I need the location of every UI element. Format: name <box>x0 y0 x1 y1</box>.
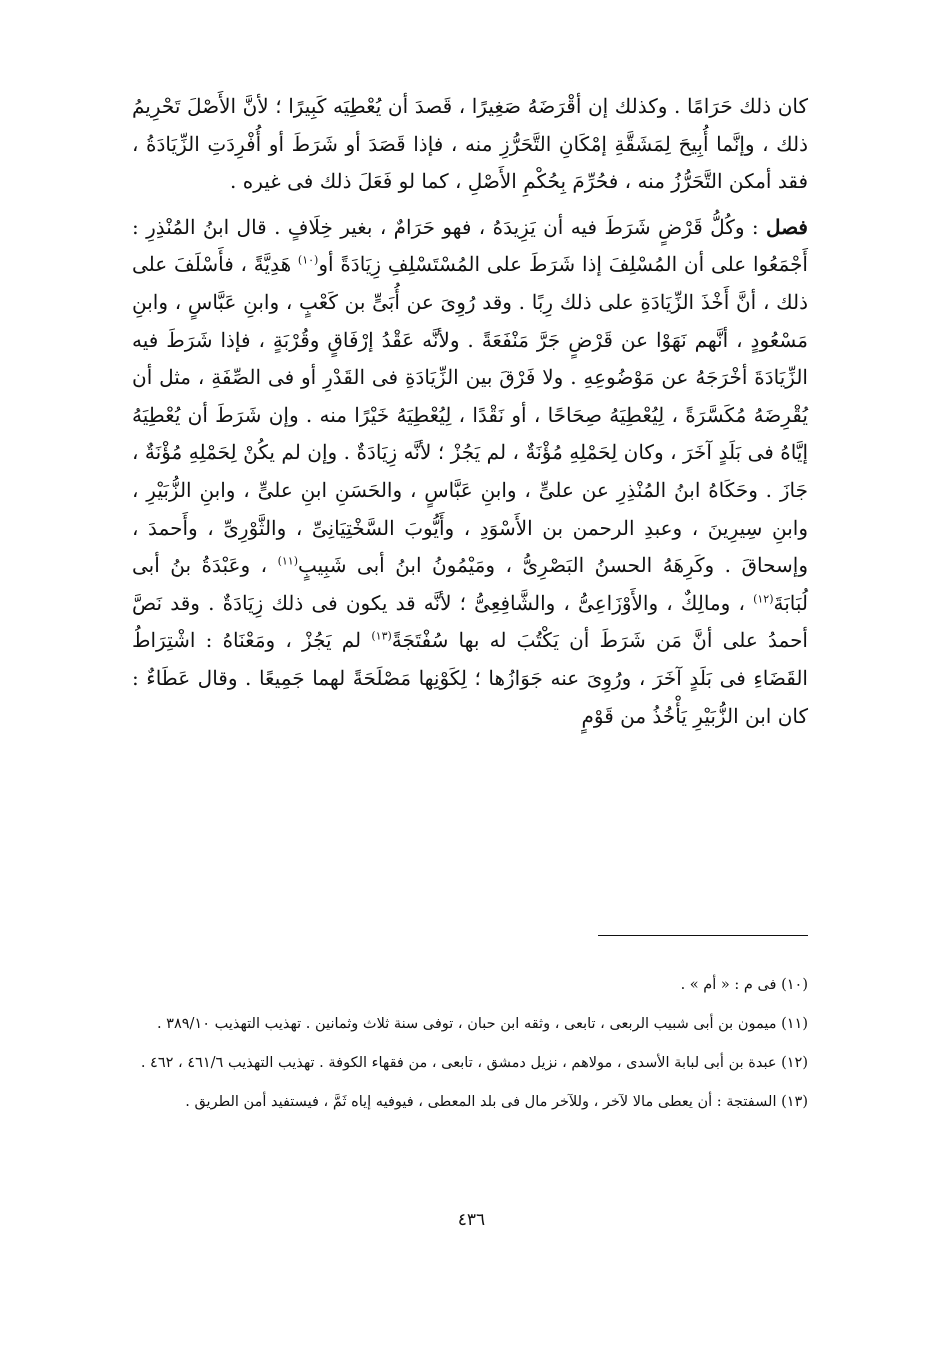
paragraph-2-part-c: ، وعَبْدَةُ بنُ أبى لُبَابَةَ <box>132 553 808 615</box>
footnote-separator <box>598 935 808 936</box>
footnote-ref-12[interactable]: (١٢) <box>753 592 774 606</box>
footnotes <box>132 972 808 1128</box>
paragraph-2-part-d: ، ومالِكٌ ، والأَوْزَاعِىُّ ، والشَّافِعِىُّ ؛ لأنَّه قد يكون فى ذلك زِيَادَةٌ . وقد نَصَّ أحمدُ على أنَّ مَن شَرَطَ أن يَكْتُبَ له بها سُفْتَجَةً <box>132 590 808 653</box>
footnote-ref-10[interactable]: (١٠) <box>297 253 319 267</box>
paragraph-2-part-e: لم يَجُزْ ، ومَعْنَاهُ : اشْتِرَاطُ القَضَاءِ فى بَلَدٍ آخَرَ ، ورُوِىَ عنه جَوَازُها ؛ لِكَوْنِها مَصْلَحَةً لهما جَمِيعًا . وقال عَطَاءٌ : كان ابن الزُّبَيْرِ يَأْخُذُ من قَوْمٍ <box>132 628 808 728</box>
paragraph-2 <box>132 209 808 735</box>
fasl-heading: فصل <box>765 214 808 239</box>
paragraph-2-part-b: هَدِيَّةً ، فأَسْلَفَ على ذلك ، أنَّ أَخْذَ الزِّيَادَةِ على ذلك رِبًا . وقد رُوِىَ عن أُبَىٍّ بن كَعْبٍ ، وابنِ عَبَّاسٍ ، وابنِ مَسْعُودٍ ، أنَّهم نَهَوْا عن قَرْضٍ جَرَّ مَنْفَعَةً . ولأنَّه عَقْدُ إرْفَاقٍ وقُرْبَةٍ ، فإذا شَرَطَ فيه الزِّيَادَةَ أخْرَجَهُ عن مَوْضُوعِهِ . ولا فَرْقَ بين الزِّيَادَةِ فى القَدْرِ أو فى الصِّفَةِ ، مثل أن يُقْرِضَهُ مُكَسَّرَةً ، لِيُعْطِيَهُ صِحَاحًا ، أو نَقْدًا ، لِيُعْطِيَهُ خَيْرًا منه . وإن شَرَطَ أن يُعْطِيَهُ إيَّاهُ فى بَلَدٍ آخَرَ ، وكان لِحَمْلِهِ مُؤْنَةٌ ، لم يَجُزْ ؛ لأنَّه زِيَادَةٌ . وإن لم يكُنْ لِحَمْلِهِ مُؤْنَةٌ ، جَازَ . وحَكَاهُ ابنُ المُنْذِرِ عن علىٍّ ، وابنِ عَبَّاسٍ ، والحَسَنِ ابنِ علىٍّ ، وابنِ الزُّبَيْرِ ، وابنِ سِيرِينَ ، وعبدِ الرحمن بن الأَسْوَدِ ، وأَيُّوبَ السَّخْتِيَانِىِّ ، والثَّوْرِىِّ ، وأَحمدَ ، وإسحاقَ . وكَرِهَهُ الحسنُ البَصْرِىُّ ، ومَيْمُونُ ابنُ أبى شَبِيبٍ <box>132 252 809 578</box>
footnote-13: (١٣) السفتجة : أن يعطى مالا لآخر ، وللآخر مال فى بلد المعطى ، فيوفيه إياه ثَمَّ ، فيستفيد أمن الطريق . <box>185 1094 808 1110</box>
main-text <box>132 88 808 735</box>
footnote-12: (١٢) عبدة بن أبى لبابة الأسدى ، مولاهم ، نزيل دمشق ، تابعى ، من فقهاء الكوفة . تهذيب التهذيب ٤٦١/٦ ، ٤٦٢ . <box>140 1055 808 1071</box>
paragraph-1: كان ذلك حَرَامًا . وكذلك إن أقْرَضَهُ صَغِيرًا ، قَصدَ أن يُعْطِيَه كَبِيرًا ؛ لأنَّ الأَصْلَ تَحْرِيمُ ذلك ، وإنَّما أُبِيحَ لِمَشَقَّةِ إمْكَانِ التَّحَرُّزِ منه ، فإذا قَصَدَ أو شَرَطَ أو أُفْرِدَتِ الزِّيَادَةُ ، فقد أمكن التَّحَرُّزُ منه ، فحُرِّمَ بِحُكْمِ الأَصْلِ ، كما لو فَعَلَ ذلك فى غيره . <box>132 94 808 194</box>
footnote-10: (١٠) فى م : « أم » . <box>680 977 808 993</box>
paragraph-2-part-a: : وكُلُّ قَرْضٍ شَرَطَ فيه أن يَزِيدَهُ ، فهو حَرَامٌ ، بغير خِلَافٍ . قال ابنُ المُنْذِرِ : أَجْمَعُوا على أن المُسْلِفَ إذا شَرَطَ على المُسْتَسْلِفِ زِيَادَةً أو <box>132 214 808 277</box>
page-number: ٤٣٦ <box>457 1210 486 1230</box>
footnote-ref-13[interactable]: (١٣) <box>371 629 392 643</box>
footnote-ref-11[interactable]: (١١) <box>277 554 298 568</box>
footnote-11: (١١) ميمون بن أبى شبيب الربعى ، تابعى ، وثقه ابن حبان ، توفى سنة ثلاث وثمانين . تهذيب التهذيب ٣٨٩/١٠ . <box>156 1016 808 1032</box>
